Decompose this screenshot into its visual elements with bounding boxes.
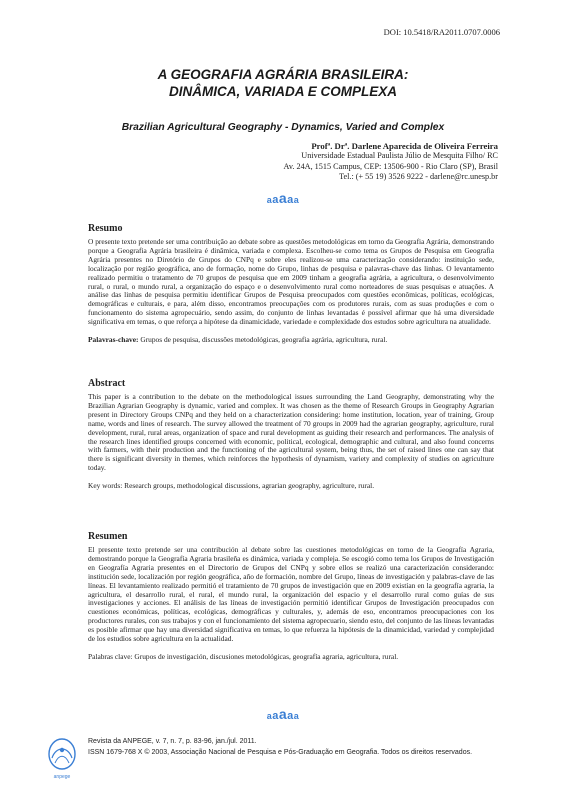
author-address: Av. 24A, 1515 Campus, CEP: 13506-900 - Rio Claro (SP), Brasil — [283, 161, 498, 171]
ornament-glyph: a — [287, 710, 294, 722]
author-name: Profª. Drª. Darlene Aparecida de Oliveira Ferreira — [311, 141, 498, 151]
ornament-glyph: a — [293, 195, 300, 205]
ornament-glyph: a — [272, 194, 279, 206]
resumen-section — [88, 531, 494, 662]
abstract-keywords-text: Research groups, methodological discussions, agrarian geography, agriculture, rural. — [124, 481, 375, 491]
ornament-glyph: a — [266, 711, 273, 721]
ornament-glyph: a — [266, 195, 273, 205]
resumo-keywords-text: Grupos de pesquisa, discussões metodológicas, geografia agrária, agricultura, rural. — [140, 335, 388, 345]
article-subtitle: Brazilian Agricultural Geography - Dynamics, Varied and Complex — [121, 122, 445, 133]
doi-label: DOI: 10.5418/RA2011.0707.0006 — [383, 27, 500, 37]
resumo-keywords-label: Palavras-chave: — [88, 335, 139, 345]
abstract-keywords — [88, 482, 494, 491]
abstract-text: This paper is a contribution to the debate on the methodological issues surrounding the Land Geography, demonstrating why the Brazilian Agrarian Geography is dynamic, varied and complex. It was chosen as the theme of Research Groups in Geography Agrarian present in Directory Groups CNPq and they held on a characterization considering: home institution, location, year of training, Group name, words and lines of research. The survey allowed the treatment of 70 groups in 2009 had the agrarian geography, agriculture, rural development, rural, rural areas, organization of space and rural development as guiding their research and performances. The analysis of the research lines identified groups concerned with economic, political, ecological, demographic and cultural, and also found concerns with farmers, with their production and the functioning of the agricultural system, being thus, the set of raised lines one can say that there is significant diversity in themes, which reinforces the hypothesis of dynamism, variety and complexity of studies on agriculture today. — [88, 392, 494, 473]
abstract-keywords-label: Key words: — [88, 481, 123, 491]
resumen-keywords-text: Grupos de investigación, discusiones metodológicas, geografía agraria, agricultura, rural. — [134, 651, 399, 661]
author-contact: Tel.: (+ 55 19) 3526 9222 - darlene@rc.unesp.br — [339, 172, 498, 182]
abstract-heading: Abstract — [88, 378, 126, 389]
ornament-glyph: a — [287, 194, 294, 206]
ornament-glyph: a — [293, 711, 300, 721]
resumen-keywords — [88, 653, 494, 662]
ornament-glyph: a — [272, 710, 279, 722]
footer-copyright: ISSN 1679-768 X © 2003, Associação Nacional de Pesquisa e Pós-Graduação em Geografia. Todos os direitos reservados. — [88, 749, 473, 756]
resumen-keywords-label: Palabras clave: — [88, 651, 133, 661]
resumen-heading: Resumen — [88, 531, 128, 542]
abstract-section — [88, 378, 494, 491]
ornament-glyph: a — [278, 190, 288, 206]
anpege-logo-icon — [44, 736, 80, 776]
footer-citation: Revista da ANPEGE, v. 7, n. 7, p. 83-96, jan./jul. 2011. — [88, 738, 257, 745]
journal-footer — [88, 736, 508, 758]
resumo-section — [88, 223, 494, 345]
resumo-keywords — [88, 336, 494, 345]
title-line-2: DINÂMICA, VARIADA E COMPLEXA — [168, 84, 397, 99]
author-affiliation: Universidade Estadual Paulista Júlio de Mesquita Filho/ RC — [301, 151, 498, 161]
author-block — [284, 141, 498, 183]
ornament-glyph: a — [278, 706, 288, 722]
resumo-heading: Resumo — [88, 223, 123, 234]
title-line-1: A GEOGRAFIA AGRÁRIA BRASILEIRA: — [157, 67, 409, 82]
ornament-top — [0, 190, 566, 208]
resumo-text: O presente texto pretende ser uma contribuição ao debate sobre as questões metodológicas em torno da Geografia Agrária, demonstrando porque a Geografia Agrária brasileira é dinâmica, variada e complexa. Escolheu-se como tema os Grupos de Pesquisa em Geografia Agrária presentes no Diretório de Grupos do CNPq e sobre eles realizou-se uma caracterização considerando: instituição sede, localização por região geográfica, ano de formação, nome do Grupo, linhas de pesquisa e palavras-chave das linhas. O levantamento realizado permitiu o tratamento de 70 grupos de pesquisa que em 2009 tinham a geografia agrária, a agricultura, o desenvolvimento rural, o rural, o mundo rural, a organização do espaço e o desenvolvimento rural como norteadores de suas pesquisas e atuações. A análise das linhas de pesquisa permitiu identificar Grupos de Pesquisa preocupados com questões econômicas, políticas, ecológicas, demográficas e culturais, e para, além disso, encontramos preocupações com os produtores rurais, com as suas produções e com o funcionamento do sistema agropecuário, sendo assim, do conjunto de linhas levantadas é possível afirmar que há uma diversidade significativa em temas, o que reforça a hipótese da dinamicidade, variedade e complexidade dos estudos sobre agricultura na atualidade. — [88, 237, 494, 327]
resumen-text: El presente texto pretende ser una contribución al debate sobre las cuestiones metodológicas en torno de la Geografía Agraria, demostrando porque la Geografía Agraria brasileña es dinámica, variada y compleja. Se escogió como tema los Grupos de Investigación en Geografía Agraria presentes en el Directorio de Grupos del CNPq y sobre ellos se realizó una caracterización considerando: institución sede, localización por región geográfica, año de formación, nombre del Grupo, líneas de investigación y palabras-clave de las líneas. El levantamiento realizado permitió el tratamiento de 70 grupos de investigación que en 2009 existían en la geografía agraria, la agricultura, el desarrollo rural, el rural, el mundo rural, la organización del espacio y el desarrollo rural como guías de sus investigaciones y acciones. El análisis de las líneas de investigación permitió identificar Grupos de Investigación preocupados con cuestiones económicas, políticas, ecológicas, demográficas y culturales, y, además de eso, encontramos preocupaciones con los productores rurales, con sus trabajos y con el funcionamiento del sistema agropecuario, siendo esto, del conjunto de las líneas levantadas es posible afirmar que hay una diversidad significativa en temas, lo que refuerza la hipótesis de la dinamicidad, variedad y complejidad de los estudios sobre agricultura en la actualidad. — [88, 545, 494, 644]
ornament-bottom — [0, 706, 566, 724]
article-title — [0, 66, 566, 100]
anpege-logo-text: anpege — [53, 774, 71, 780]
